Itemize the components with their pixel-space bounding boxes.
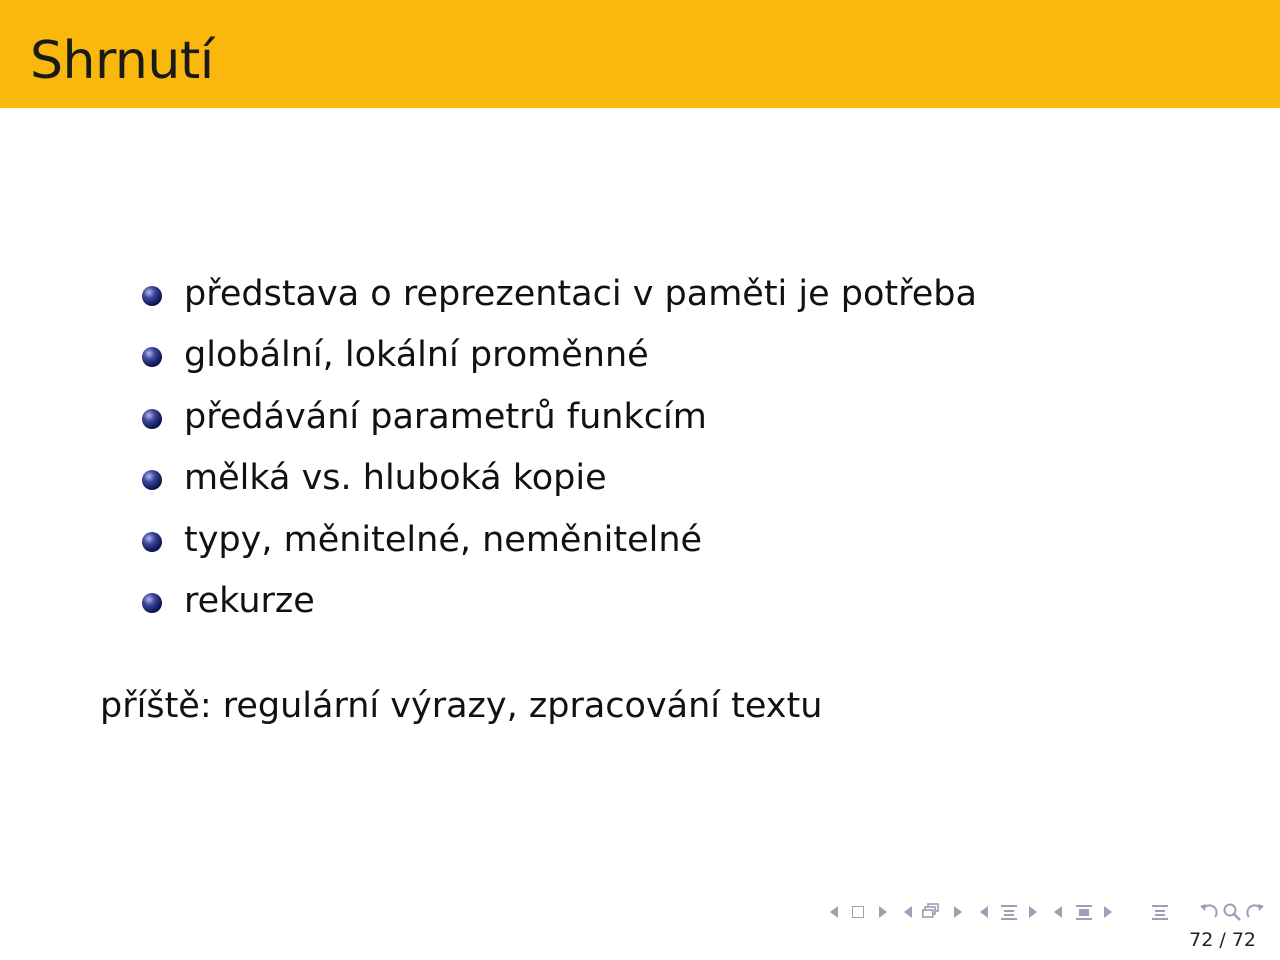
page-total: 72 (1231, 929, 1256, 951)
prev-slide-arrow-icon[interactable] (830, 906, 838, 918)
slide-title: Shrnutí (30, 31, 214, 91)
prev-subsection-arrow-icon[interactable] (980, 906, 988, 918)
bullet-text: typy, měnitelné, neměnitelné (184, 519, 703, 560)
section-icon[interactable] (1076, 904, 1092, 920)
page-current: 72 (1189, 929, 1214, 951)
subsection-icon[interactable] (1001, 904, 1017, 920)
bullet-list (140, 264, 977, 632)
page-separator: / (1213, 929, 1232, 951)
bullet-ball-icon (142, 409, 162, 429)
bullet-text: globální, lokální proměnné (184, 335, 649, 376)
bullet-text: představa o reprezentaci v paměti je potřeba (184, 274, 977, 314)
next-slide-arrow-icon[interactable] (879, 906, 887, 918)
page-number (1189, 926, 1256, 954)
beamer-navigation-bar (826, 900, 1270, 924)
list-item (140, 387, 977, 448)
slide-header (0, 0, 1280, 108)
list-item (140, 264, 977, 325)
list-item (140, 448, 977, 509)
list-item (140, 571, 977, 632)
bullet-ball-icon (142, 286, 162, 306)
bullet-ball-icon (142, 593, 162, 613)
list-item (140, 510, 977, 571)
next-subsection-arrow-icon[interactable] (1029, 906, 1037, 918)
bullet-ball-icon (142, 470, 162, 490)
frames-icon[interactable] (922, 903, 938, 919)
next-section-arrow-icon[interactable] (1104, 906, 1112, 918)
prev-section-arrow-icon[interactable] (1054, 906, 1062, 918)
next-frame-arrow-icon[interactable] (954, 906, 962, 918)
slide-icon[interactable] (852, 906, 864, 918)
bullet-ball-icon (142, 532, 162, 552)
bullet-ball-icon (142, 347, 162, 367)
toc-icon[interactable] (1152, 904, 1168, 920)
bullet-text: rekurze (184, 580, 315, 621)
bullet-text: předávání parametrů funkcím (184, 396, 707, 437)
prev-frame-arrow-icon[interactable] (904, 906, 912, 918)
next-topic-text: příště: regulární výrazy, zpracování textu (100, 686, 823, 726)
bullet-text: mělká vs. hluboká kopie (184, 458, 607, 499)
list-item (140, 325, 977, 386)
